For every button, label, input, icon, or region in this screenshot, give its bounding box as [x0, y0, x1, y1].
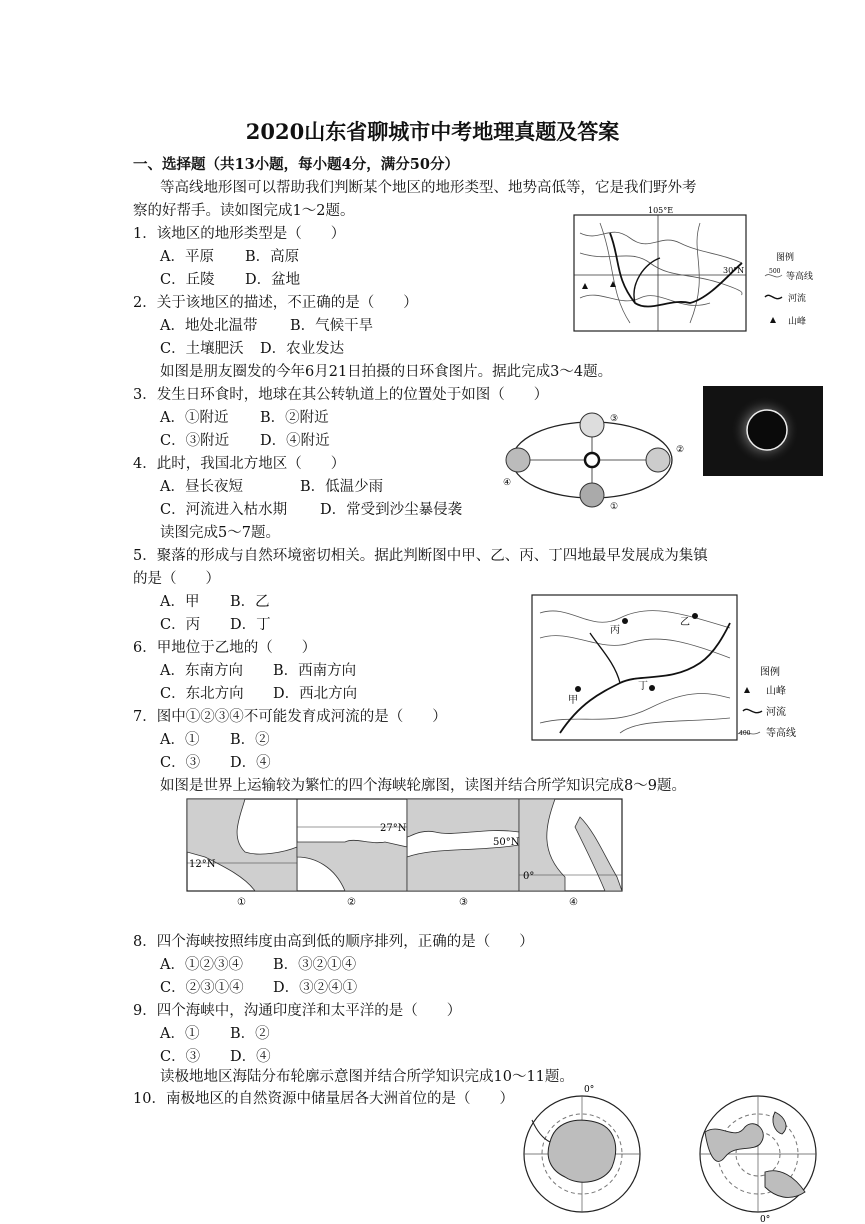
strait-label: ② [347, 897, 356, 908]
contour-map-figure-1 [570, 203, 830, 338]
strait-label: ① [237, 897, 246, 908]
option: C．丘陵 [160, 272, 215, 288]
option: B．气候干旱 [290, 318, 374, 334]
intro-text: 等高线地形图可以帮助我们判断某个地区的地形类型、地势高低等，它是我们野外考 [160, 180, 697, 196]
legend-contour-value: 500 [769, 268, 781, 275]
option: C．③附近 [160, 433, 230, 449]
latitude-label: 27°N [380, 823, 407, 834]
earth-icon [580, 413, 604, 437]
option: A．甲 [160, 594, 200, 610]
place-label: 甲 [568, 695, 578, 706]
option: A．平原 [160, 249, 214, 265]
option: A．东南方向 [160, 663, 243, 679]
earth-icon [506, 448, 530, 472]
latitude-label: 12°N [189, 859, 216, 870]
question-stem: 1．该地区的地形类型是（ ） [133, 226, 346, 242]
option: C．丙 [160, 617, 201, 633]
latitude-label: 0° [523, 871, 535, 882]
place-label: 丁 [638, 681, 648, 692]
position-label: ② [676, 445, 685, 455]
earth-icon [646, 448, 670, 472]
meridian-label: 0° [760, 1215, 771, 1224]
option: B．② [230, 732, 270, 748]
settlement-dot [649, 685, 655, 691]
intro-text: 察的好帮手。读如图完成1～2题。 [133, 203, 355, 219]
option: C．土壤肥沃 [160, 341, 244, 357]
option: D．③②④① [273, 980, 358, 996]
option: D．丁 [230, 617, 271, 633]
option: C．②③①④ [160, 980, 244, 996]
option: C．河流进入枯水期 [160, 502, 288, 518]
latitude-label: 50°N [493, 837, 520, 848]
position-label: ③ [610, 414, 619, 424]
intro-text: 读图完成5～7题。 [160, 525, 280, 541]
legend-peak-label: 山峰 [766, 686, 786, 697]
legend-title: 图例 [776, 253, 795, 263]
settlement-dot [575, 686, 581, 692]
contour-map-figure-3 [530, 593, 810, 743]
page-title: 2020山东省聊城市中考地理真题及答案 [245, 119, 620, 144]
intro-text: 如图是朋友圈发的今年6月21日拍摄的日环食图片。据此完成3～4题。 [160, 364, 613, 380]
position-label: ④ [503, 478, 512, 488]
option: B．高原 [245, 249, 300, 265]
place-label: 乙 [680, 617, 690, 628]
question-stem: 3．发生日环食时，地球在其公转轨道上的位置处于如图（ ） [133, 387, 549, 403]
question-stem: 8．四个海峡按照纬度由高到低的顺序排列，正确的是（ ） [133, 934, 534, 950]
meridian-label: 0° [584, 1085, 595, 1095]
legend-river-label: 河流 [766, 707, 786, 718]
option: A．① [160, 1026, 200, 1042]
question-stem: 的是（ ） [133, 571, 220, 587]
legend-contour-value: 400 [739, 730, 751, 737]
annular-eclipse-photo [703, 386, 823, 476]
option: D．农业发达 [260, 341, 345, 357]
south-pole-map [524, 1085, 640, 1212]
settlement-dot [622, 618, 628, 624]
strait-label: ③ [459, 897, 468, 908]
question-stem: 2．关于该地区的描述，不正确的是（ ） [133, 295, 418, 311]
peak-legend-icon [744, 687, 750, 693]
option: A．昼长夜短 [160, 479, 243, 495]
place-label: 丙 [610, 625, 620, 636]
option: D．盆地 [245, 272, 301, 288]
polar-maps-figure [520, 1082, 820, 1224]
option: B．③②①④ [273, 957, 357, 973]
peak-legend-icon [770, 317, 776, 323]
question-stem: 7．图中①②③④不可能发育成河流的是（ ） [133, 709, 447, 725]
option: B．② [230, 1026, 270, 1042]
earth-orbit-figure [500, 405, 695, 515]
river-legend-icon [743, 709, 762, 712]
question-stem: 9．四个海峡中，沟通印度洋和太平洋的是（ ） [133, 1003, 462, 1019]
legend-title: 图例 [760, 667, 780, 678]
sun-icon [585, 453, 599, 467]
legend-peak-label: 山峰 [788, 317, 807, 327]
option: A．地处北温带 [160, 318, 258, 334]
position-label: ① [610, 502, 619, 512]
option: C．③ [160, 755, 201, 771]
option: C．③ [160, 1049, 201, 1065]
option: B．②附近 [260, 410, 329, 426]
section-heading: 一、选择题（共13小题，每小题4分，满分50分） [133, 156, 459, 173]
option: B．乙 [230, 594, 270, 610]
option: D．西北方向 [273, 686, 358, 702]
question-stem: 4．此时，我国北方地区（ ） [133, 456, 346, 472]
river-legend-icon [765, 295, 782, 298]
intro-text: 如图是世界上运输较为繁忙的四个海峡轮廓图，读图并结合所学知识完成8～9题。 [160, 778, 686, 794]
intro-text: 读极地地区海陆分布轮廓示意图并结合所学知识完成10～11题。 [160, 1069, 574, 1085]
question-stem: 5．聚落的形成与自然环境密切相关。据此判断图中甲、乙、丙、丁四地最早发展成为集镇 [133, 548, 708, 564]
option: D．④附近 [260, 433, 330, 449]
legend-contour-label: 等高线 [766, 728, 796, 739]
option: B．西南方向 [273, 663, 357, 679]
north-pole-map [700, 1096, 816, 1224]
latitude-label: 30°N [723, 266, 745, 275]
option: A．①②③④ [160, 957, 243, 973]
question-stem: 10．南极地区的自然资源中储量居各大洲首位的是（ ） [133, 1091, 514, 1107]
question-stem: 6．甲地位于乙地的（ ） [133, 640, 317, 656]
longitude-label: 105°E [648, 206, 674, 215]
option: C．东北方向 [160, 686, 244, 702]
option: D．常受到沙尘暴侵袭 [320, 502, 463, 518]
settlement-dot [692, 613, 698, 619]
option: A．① [160, 732, 200, 748]
option: A．①附近 [160, 410, 229, 426]
earth-icon [580, 483, 604, 507]
strait-label: ④ [569, 897, 578, 908]
option: D．④ [230, 1049, 271, 1065]
straits-figure [185, 797, 625, 909]
legend-contour-label: 等高线 [786, 272, 814, 282]
option: D．④ [230, 755, 271, 771]
legend-river-label: 河流 [788, 294, 807, 304]
option: B．低温少雨 [300, 479, 384, 495]
